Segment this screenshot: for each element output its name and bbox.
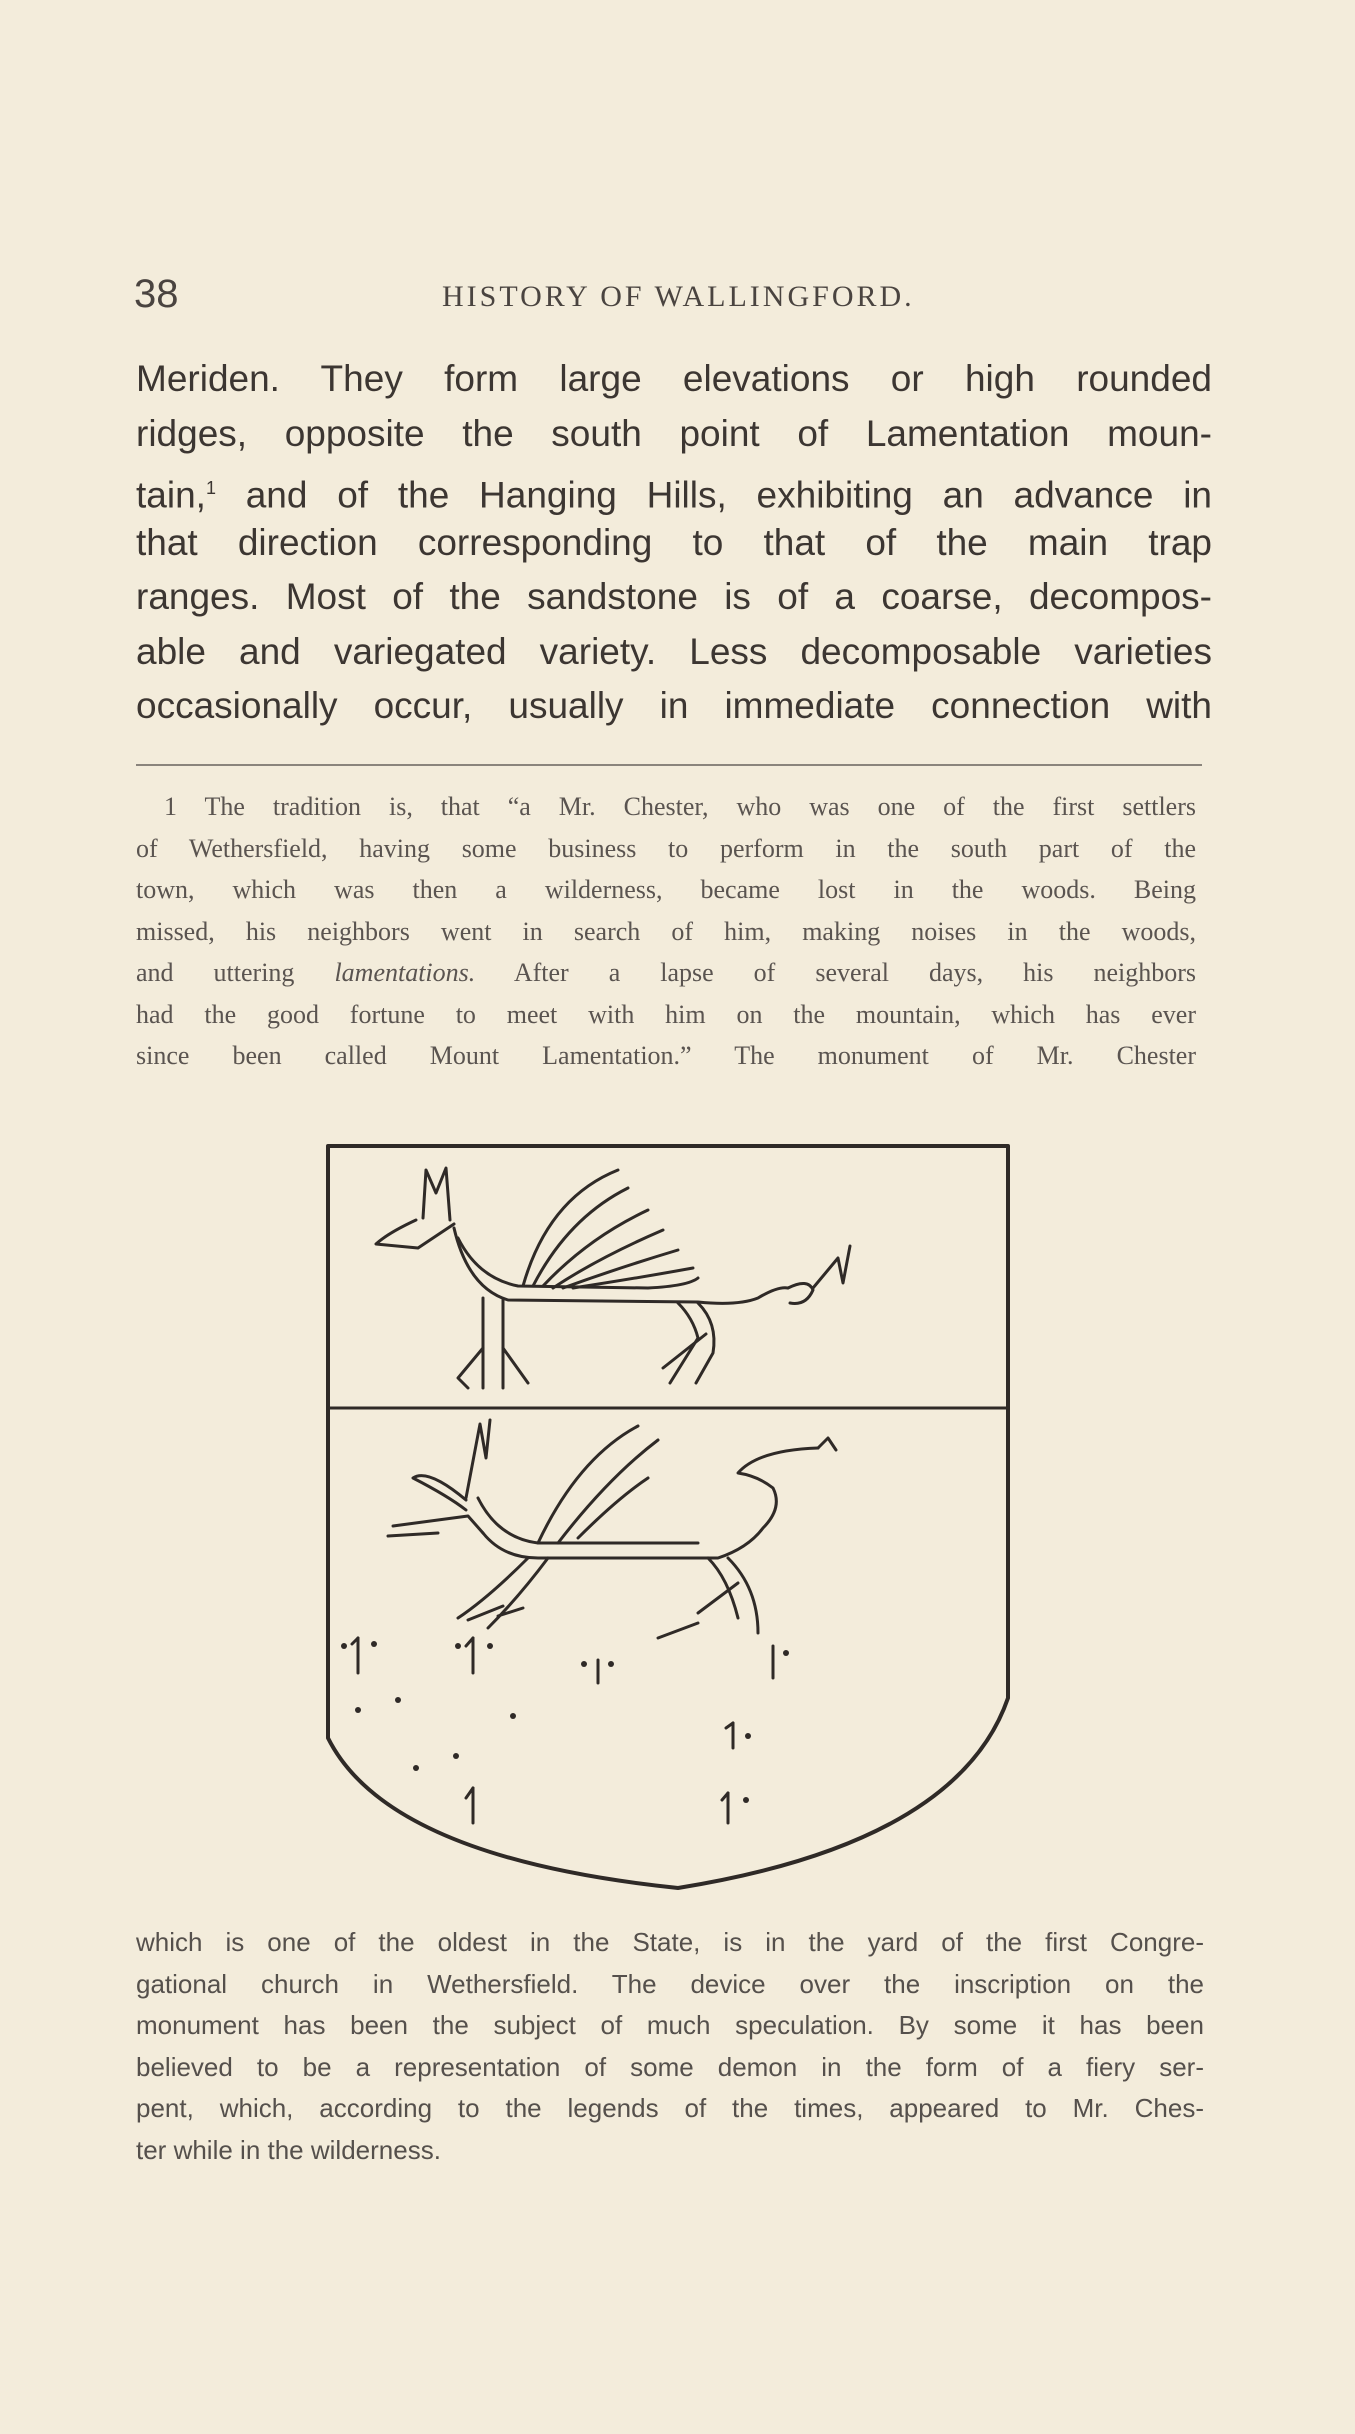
footnote-line bbox=[136, 786, 1196, 828]
footnote-line-rest: After a lapse of several days, his neighbors bbox=[475, 958, 1197, 987]
footnote-line: since been called Mount Lamentation.” The monument of Mr. Chester bbox=[136, 1041, 1196, 1070]
caption-line: gational church in Wethersfield. The device over the inscription on the bbox=[136, 1968, 1204, 1999]
monument-device-illustration bbox=[318, 1138, 1018, 1898]
footnote bbox=[136, 786, 1196, 1077]
caption-line: ter while in the wilderness. bbox=[136, 2134, 441, 2165]
upper-serpent-figure bbox=[376, 1168, 850, 1388]
inscription-glyphs bbox=[352, 1638, 773, 1823]
footnote-line: missed, his neighbors went in search of him, making noises in the woods, bbox=[136, 916, 1196, 946]
body-line-rest: and of the Hanging Hills, exhibiting an advance in bbox=[215, 474, 1212, 516]
footnote-marker: 1 bbox=[164, 792, 177, 821]
body-line-start: tain, bbox=[136, 474, 206, 516]
page-number: 38 bbox=[134, 272, 179, 316]
footnote-line bbox=[136, 952, 1196, 994]
body-text bbox=[136, 352, 1212, 734]
shield-outline bbox=[328, 1146, 1008, 1888]
page-header bbox=[134, 272, 1204, 322]
body-line: that direction corresponding to that of the main trap bbox=[136, 521, 1212, 563]
body-line: ranges. Most of the sandstone is of a coarse, decompos- bbox=[136, 576, 1212, 617]
running-head: HISTORY OF WALLINGFORD. bbox=[442, 280, 915, 313]
footnote-line: had the good fortune to meet with him on the mountain, which has ever bbox=[136, 999, 1196, 1029]
footnote-line: town, which was then a wilderness, became lost in the woods. Being bbox=[136, 875, 1196, 904]
caption-line: monument has been the subject of much speculation. By some it has been bbox=[136, 2010, 1204, 2040]
footnote-rule bbox=[136, 764, 1202, 766]
caption-line: believed to be a representation of some demon in the form of a fiery ser- bbox=[136, 2051, 1204, 2082]
inscription-dots bbox=[341, 1641, 789, 1803]
caption-line: pent, which, according to the legends of the times, appeared to Mr. Ches- bbox=[136, 2093, 1204, 2123]
footnote-line-start: and uttering bbox=[136, 958, 295, 987]
body-line: Meriden. They form large elevations or high rounded bbox=[136, 358, 1212, 399]
lower-serpent-figure bbox=[388, 1420, 836, 1638]
body-line: ridges, opposite the south point of Lamentation moun- bbox=[136, 412, 1212, 454]
footnote-reference: 1 bbox=[205, 478, 216, 498]
body-line bbox=[136, 461, 1212, 516]
body-line: occasionally occur, usually in immediate connection with bbox=[136, 685, 1212, 726]
caption-line: which is one of the oldest in the State, is in the yard of the first Congre- bbox=[136, 1927, 1204, 1957]
footnote-line-text: The tradition is, that “a Mr. Chester, who was one of the first settlers bbox=[204, 792, 1196, 821]
footnote-line: of Wethersfield, having some business to perform in the south part of the bbox=[136, 833, 1196, 863]
figure-caption-text bbox=[136, 1922, 1204, 2171]
body-line: able and variegated variety. Less decomposable varieties bbox=[136, 630, 1212, 672]
footnote-italic-word: lamentations. bbox=[334, 958, 476, 987]
